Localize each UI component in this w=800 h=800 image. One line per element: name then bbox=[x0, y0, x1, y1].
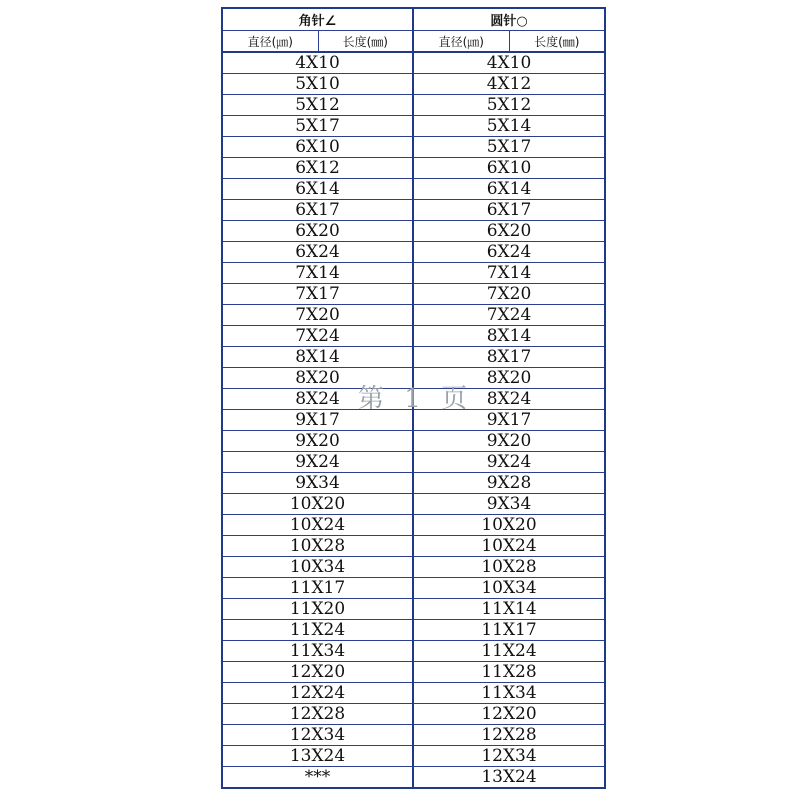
angle-needle-size: 7X24 bbox=[222, 326, 413, 347]
round-needle-size: 5X14 bbox=[413, 116, 605, 137]
round-needle-size: 6X10 bbox=[413, 158, 605, 179]
angle-needle-size: 13X24 bbox=[222, 746, 413, 767]
table-row bbox=[222, 305, 605, 326]
table-row bbox=[222, 662, 605, 683]
round-needle-size: 10X34 bbox=[413, 578, 605, 599]
table-row bbox=[222, 347, 605, 368]
round-needle-size: 9X24 bbox=[413, 452, 605, 473]
round-needle-size: 13X24 bbox=[413, 767, 605, 789]
table-row bbox=[222, 242, 605, 263]
round-needle-header: 圆针○ bbox=[413, 8, 605, 31]
table-row bbox=[222, 158, 605, 179]
angle-needle-size: 6X24 bbox=[222, 242, 413, 263]
table-row bbox=[222, 704, 605, 725]
table-row bbox=[222, 473, 605, 494]
table-row bbox=[222, 683, 605, 704]
angle-needle-size: 7X17 bbox=[222, 284, 413, 305]
angle-needle-size: 7X14 bbox=[222, 263, 413, 284]
round-needle-size: 11X14 bbox=[413, 599, 605, 620]
angle-needle-size: 11X24 bbox=[222, 620, 413, 641]
round-needle-size: 12X34 bbox=[413, 746, 605, 767]
round-needle-size: 4X12 bbox=[413, 74, 605, 95]
round-needle-size: 10X28 bbox=[413, 557, 605, 578]
angle-needle-size: 6X10 bbox=[222, 137, 413, 158]
angle-needle-size: 8X14 bbox=[222, 347, 413, 368]
angle-needle-size: 9X20 bbox=[222, 431, 413, 452]
round-diameter-header: 直径(㎛) bbox=[413, 31, 509, 53]
angle-needle-size: 10X24 bbox=[222, 515, 413, 536]
round-needle-size: 6X14 bbox=[413, 179, 605, 200]
table-row bbox=[222, 368, 605, 389]
table-row bbox=[222, 263, 605, 284]
angle-needle-size: 9X34 bbox=[222, 473, 413, 494]
angle-needle-size: 10X28 bbox=[222, 536, 413, 557]
round-needle-size: 9X28 bbox=[413, 473, 605, 494]
table-row bbox=[222, 599, 605, 620]
angle-needle-size: 9X24 bbox=[222, 452, 413, 473]
angle-needle-size: 6X20 bbox=[222, 221, 413, 242]
angle-needle-size: 11X17 bbox=[222, 578, 413, 599]
angle-needle-size: 5X12 bbox=[222, 95, 413, 116]
round-needle-size: 6X17 bbox=[413, 200, 605, 221]
round-needle-size: 11X34 bbox=[413, 683, 605, 704]
table-row bbox=[222, 557, 605, 578]
round-needle-size: 11X28 bbox=[413, 662, 605, 683]
round-needle-size: 12X28 bbox=[413, 725, 605, 746]
round-needle-size: 12X20 bbox=[413, 704, 605, 725]
round-needle-size: 7X24 bbox=[413, 305, 605, 326]
table-row bbox=[222, 52, 605, 74]
angle-needle-size: 8X24 bbox=[222, 389, 413, 410]
angle-needle-size: *** bbox=[222, 767, 413, 789]
angle-needle-size: 5X10 bbox=[222, 74, 413, 95]
round-needle-size: 8X14 bbox=[413, 326, 605, 347]
round-needle-size: 10X20 bbox=[413, 515, 605, 536]
round-needle-size: 4X10 bbox=[413, 52, 605, 74]
angle-needle-size: 6X17 bbox=[222, 200, 413, 221]
round-needle-size: 7X14 bbox=[413, 263, 605, 284]
round-needle-size: 5X17 bbox=[413, 137, 605, 158]
table-row bbox=[222, 221, 605, 242]
table-row bbox=[222, 620, 605, 641]
table-row bbox=[222, 284, 605, 305]
table-row bbox=[222, 515, 605, 536]
round-needle-size: 8X17 bbox=[413, 347, 605, 368]
round-needle-size: 9X17 bbox=[413, 410, 605, 431]
angle-needle-size: 6X12 bbox=[222, 158, 413, 179]
angle-needle-header: 角针∠ bbox=[222, 8, 413, 31]
table-row bbox=[222, 179, 605, 200]
angle-needle-size: 10X20 bbox=[222, 494, 413, 515]
table-row bbox=[222, 431, 605, 452]
table-body bbox=[222, 52, 605, 788]
round-needle-size: 11X17 bbox=[413, 620, 605, 641]
table-row bbox=[222, 536, 605, 557]
angle-needle-size: 9X17 bbox=[222, 410, 413, 431]
table-row bbox=[222, 410, 605, 431]
round-needle-size: 9X34 bbox=[413, 494, 605, 515]
angle-needle-size: 11X20 bbox=[222, 599, 413, 620]
angle-needle-size: 10X34 bbox=[222, 557, 413, 578]
round-needle-size: 8X24 bbox=[413, 389, 605, 410]
page-watermark: 第 1 页 bbox=[358, 384, 474, 414]
table-row bbox=[222, 137, 605, 158]
angle-needle-size: 12X24 bbox=[222, 683, 413, 704]
table-row bbox=[222, 95, 605, 116]
table-row bbox=[222, 74, 605, 95]
table-row bbox=[222, 725, 605, 746]
round-needle-size: 5X12 bbox=[413, 95, 605, 116]
angle-needle-size: 6X14 bbox=[222, 179, 413, 200]
table-row bbox=[222, 452, 605, 473]
angle-needle-size: 4X10 bbox=[222, 52, 413, 74]
table-row bbox=[222, 767, 605, 789]
table-row bbox=[222, 578, 605, 599]
table-row bbox=[222, 116, 605, 137]
angle-needle-size: 12X28 bbox=[222, 704, 413, 725]
round-needle-size: 6X20 bbox=[413, 221, 605, 242]
angle-length-header: 长度(㎜) bbox=[318, 31, 413, 53]
angle-needle-size: 8X20 bbox=[222, 368, 413, 389]
table-row bbox=[222, 389, 605, 410]
table-row bbox=[222, 200, 605, 221]
round-needle-size: 8X20 bbox=[413, 368, 605, 389]
round-needle-size: 10X24 bbox=[413, 536, 605, 557]
angle-needle-size: 12X20 bbox=[222, 662, 413, 683]
needle-size-table bbox=[221, 7, 606, 789]
table-row bbox=[222, 326, 605, 347]
table-row bbox=[222, 494, 605, 515]
angle-needle-size: 11X34 bbox=[222, 641, 413, 662]
round-needle-size: 11X24 bbox=[413, 641, 605, 662]
table-row bbox=[222, 641, 605, 662]
angle-needle-size: 5X17 bbox=[222, 116, 413, 137]
angle-needle-size: 12X34 bbox=[222, 725, 413, 746]
round-needle-size: 9X20 bbox=[413, 431, 605, 452]
round-length-header: 长度(㎜) bbox=[509, 31, 605, 53]
angle-diameter-header: 直径(㎛) bbox=[222, 31, 318, 53]
table-row bbox=[222, 746, 605, 767]
round-needle-size: 7X20 bbox=[413, 284, 605, 305]
round-needle-size: 6X24 bbox=[413, 242, 605, 263]
angle-needle-size: 7X20 bbox=[222, 305, 413, 326]
